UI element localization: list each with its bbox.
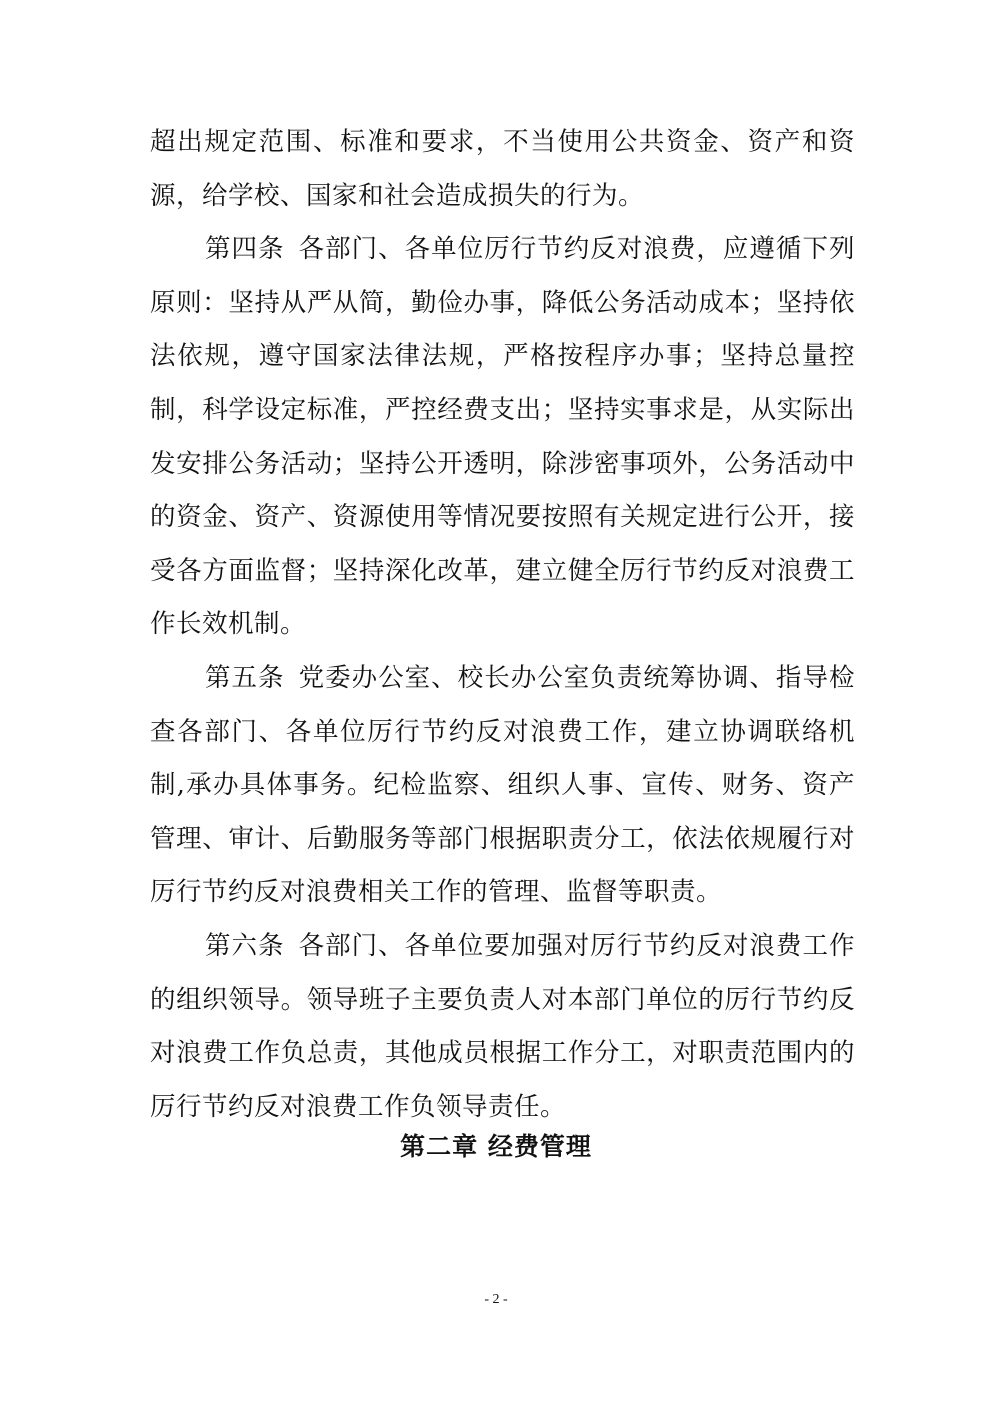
- article-4: [150, 223, 855, 652]
- article-text: 各部门、各单位要加强对厉行节约反对浪费工作的组织领导。领导班子主要负责人对本部门单位的厉行节约反对浪费工作负总责，其他成员根据工作分工，对职责范围内的厉行节约反对浪费工作负领导责任。: [150, 930, 855, 1122]
- paragraph-continuation: [150, 116, 855, 223]
- article-5: [150, 652, 855, 920]
- article-text: 党委办公室、校长办公室负责统筹协调、指导检查各部门、各单位厉行节约反对浪费工作，建立协调联络机制,承办具体事务。纪检监察、组织人事、宣传、财务、资产管理、审计、后勤服务等部门根据职责分工，依法依规履行对厉行节约反对浪费相关工作的管理、监督等职责。: [150, 662, 855, 908]
- paragraph-text: 超出规定范围、标准和要求，不当使用公共资金、资产和资源，给学校、国家和社会造成损失的行为。: [150, 127, 855, 211]
- page-number: - 2 -: [484, 1292, 508, 1307]
- article-number: 第四条: [205, 234, 285, 265]
- body-text: [150, 116, 855, 1134]
- article-text: 各部门、各单位厉行节约反对浪费，应遵循下列原则：坚持从严从简，勤俭办事，降低公务活动成本；坚持依法依规，遵守国家法律法规，严格按程序办事；坚持总量控制，科学设定标准，严控经费支出；坚持实事求是，从实际出发安排公务活动；坚持公开透明，除涉密事项外，公务活动中的资金、资产、资源使用等情况要按照有关规定进行公开，接受各方面监督；坚持深化改革，建立健全厉行节约反对浪费工作长效机制。: [150, 234, 855, 640]
- article-number: 第六条: [205, 930, 285, 961]
- chapter-title: 第二章 经费管理: [400, 1132, 592, 1161]
- article-number: 第五条: [205, 662, 285, 693]
- article-6: [150, 920, 855, 1134]
